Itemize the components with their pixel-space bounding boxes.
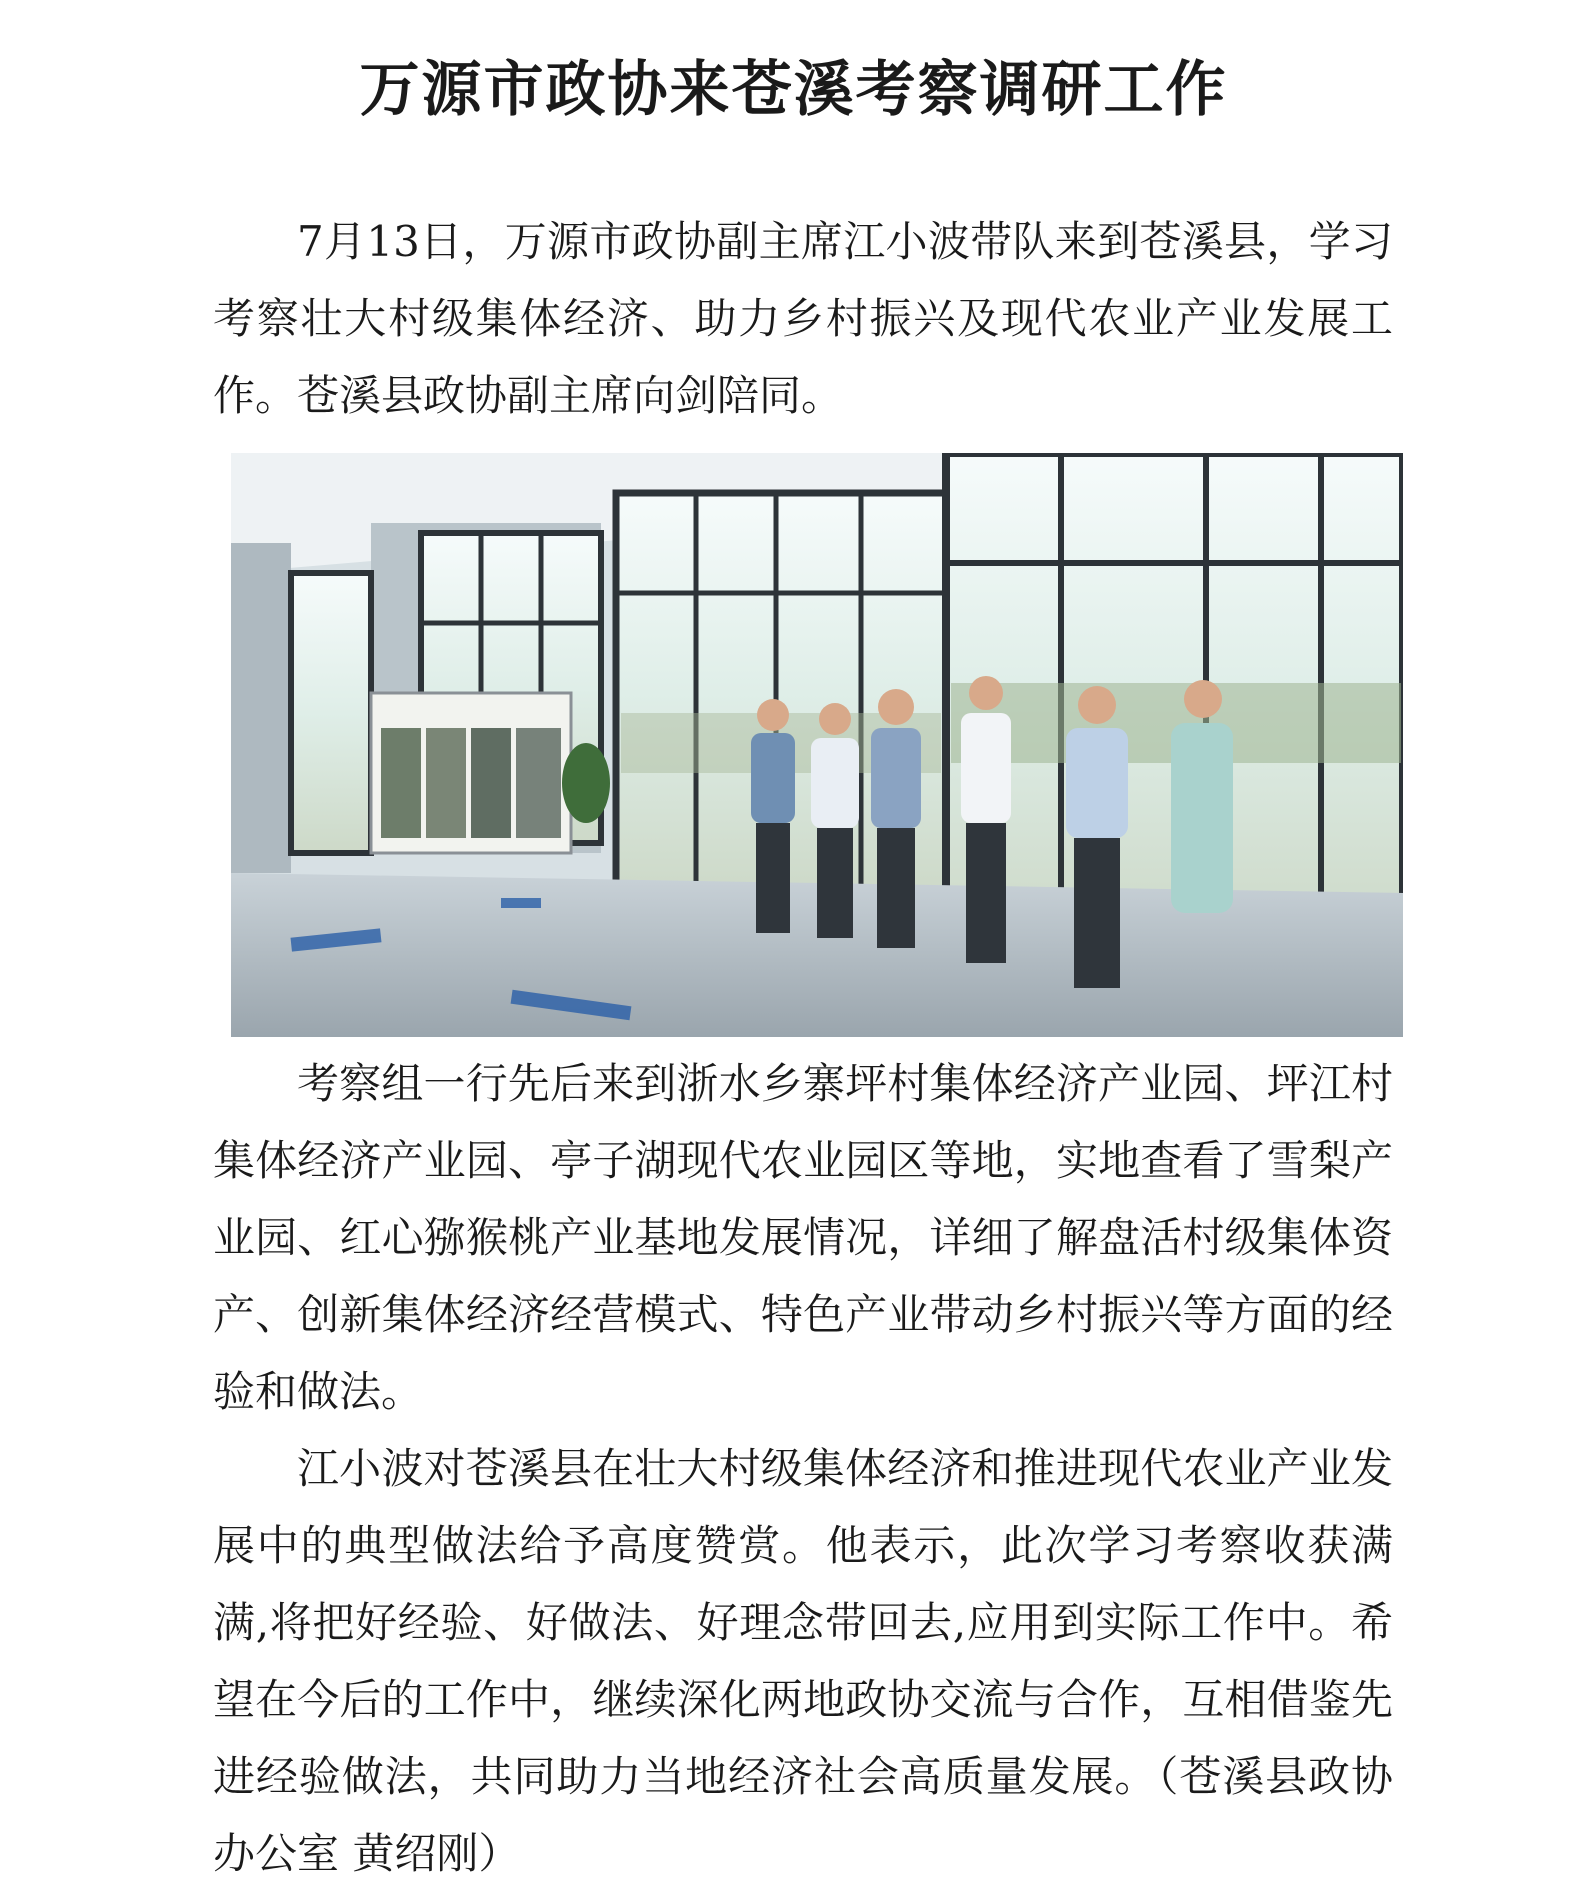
photo-illustration <box>231 453 1403 1037</box>
paragraph-1: 7月13日，万源市政协副主席江小波带队来到苍溪县，学习考察壮大村级集体经济、助力乡村振兴及现代农业产业发展工作。苍溪县政协副主席向剑陪同。 <box>213 217 1393 420</box>
article-photo <box>231 453 1403 1037</box>
article-title: 万源市政协来苍溪考察调研工作 <box>359 55 1228 126</box>
paragraph-2: 考察组一行先后来到浙水乡寨坪村集体经济产业园、坪江村集体经济产业园、亭子湖现代农业园区等地，实地查看了雪梨产业园、红心猕猴桃产业基地发展情况，详细了解盘活村级集体资产、创新集体经济经营模式、特色产业带动乡村振兴等方面的经验和做法。 <box>213 1059 1393 1416</box>
paragraph-3: 江小波对苍溪县在壮大村级集体经济和推进现代农业产业发展中的典型做法给予高度赞赏。他表示，此次学习考察收获满满,将把好经验、好做法、好理念带回去,应用到实际工作中。希望在今后的工作中，继续深化两地政协交流与合作，互相借鉴先进经验做法，共同助力当地经济社会高质量发展。（苍溪县政协办公室 黄绍刚） <box>213 1444 1393 1878</box>
